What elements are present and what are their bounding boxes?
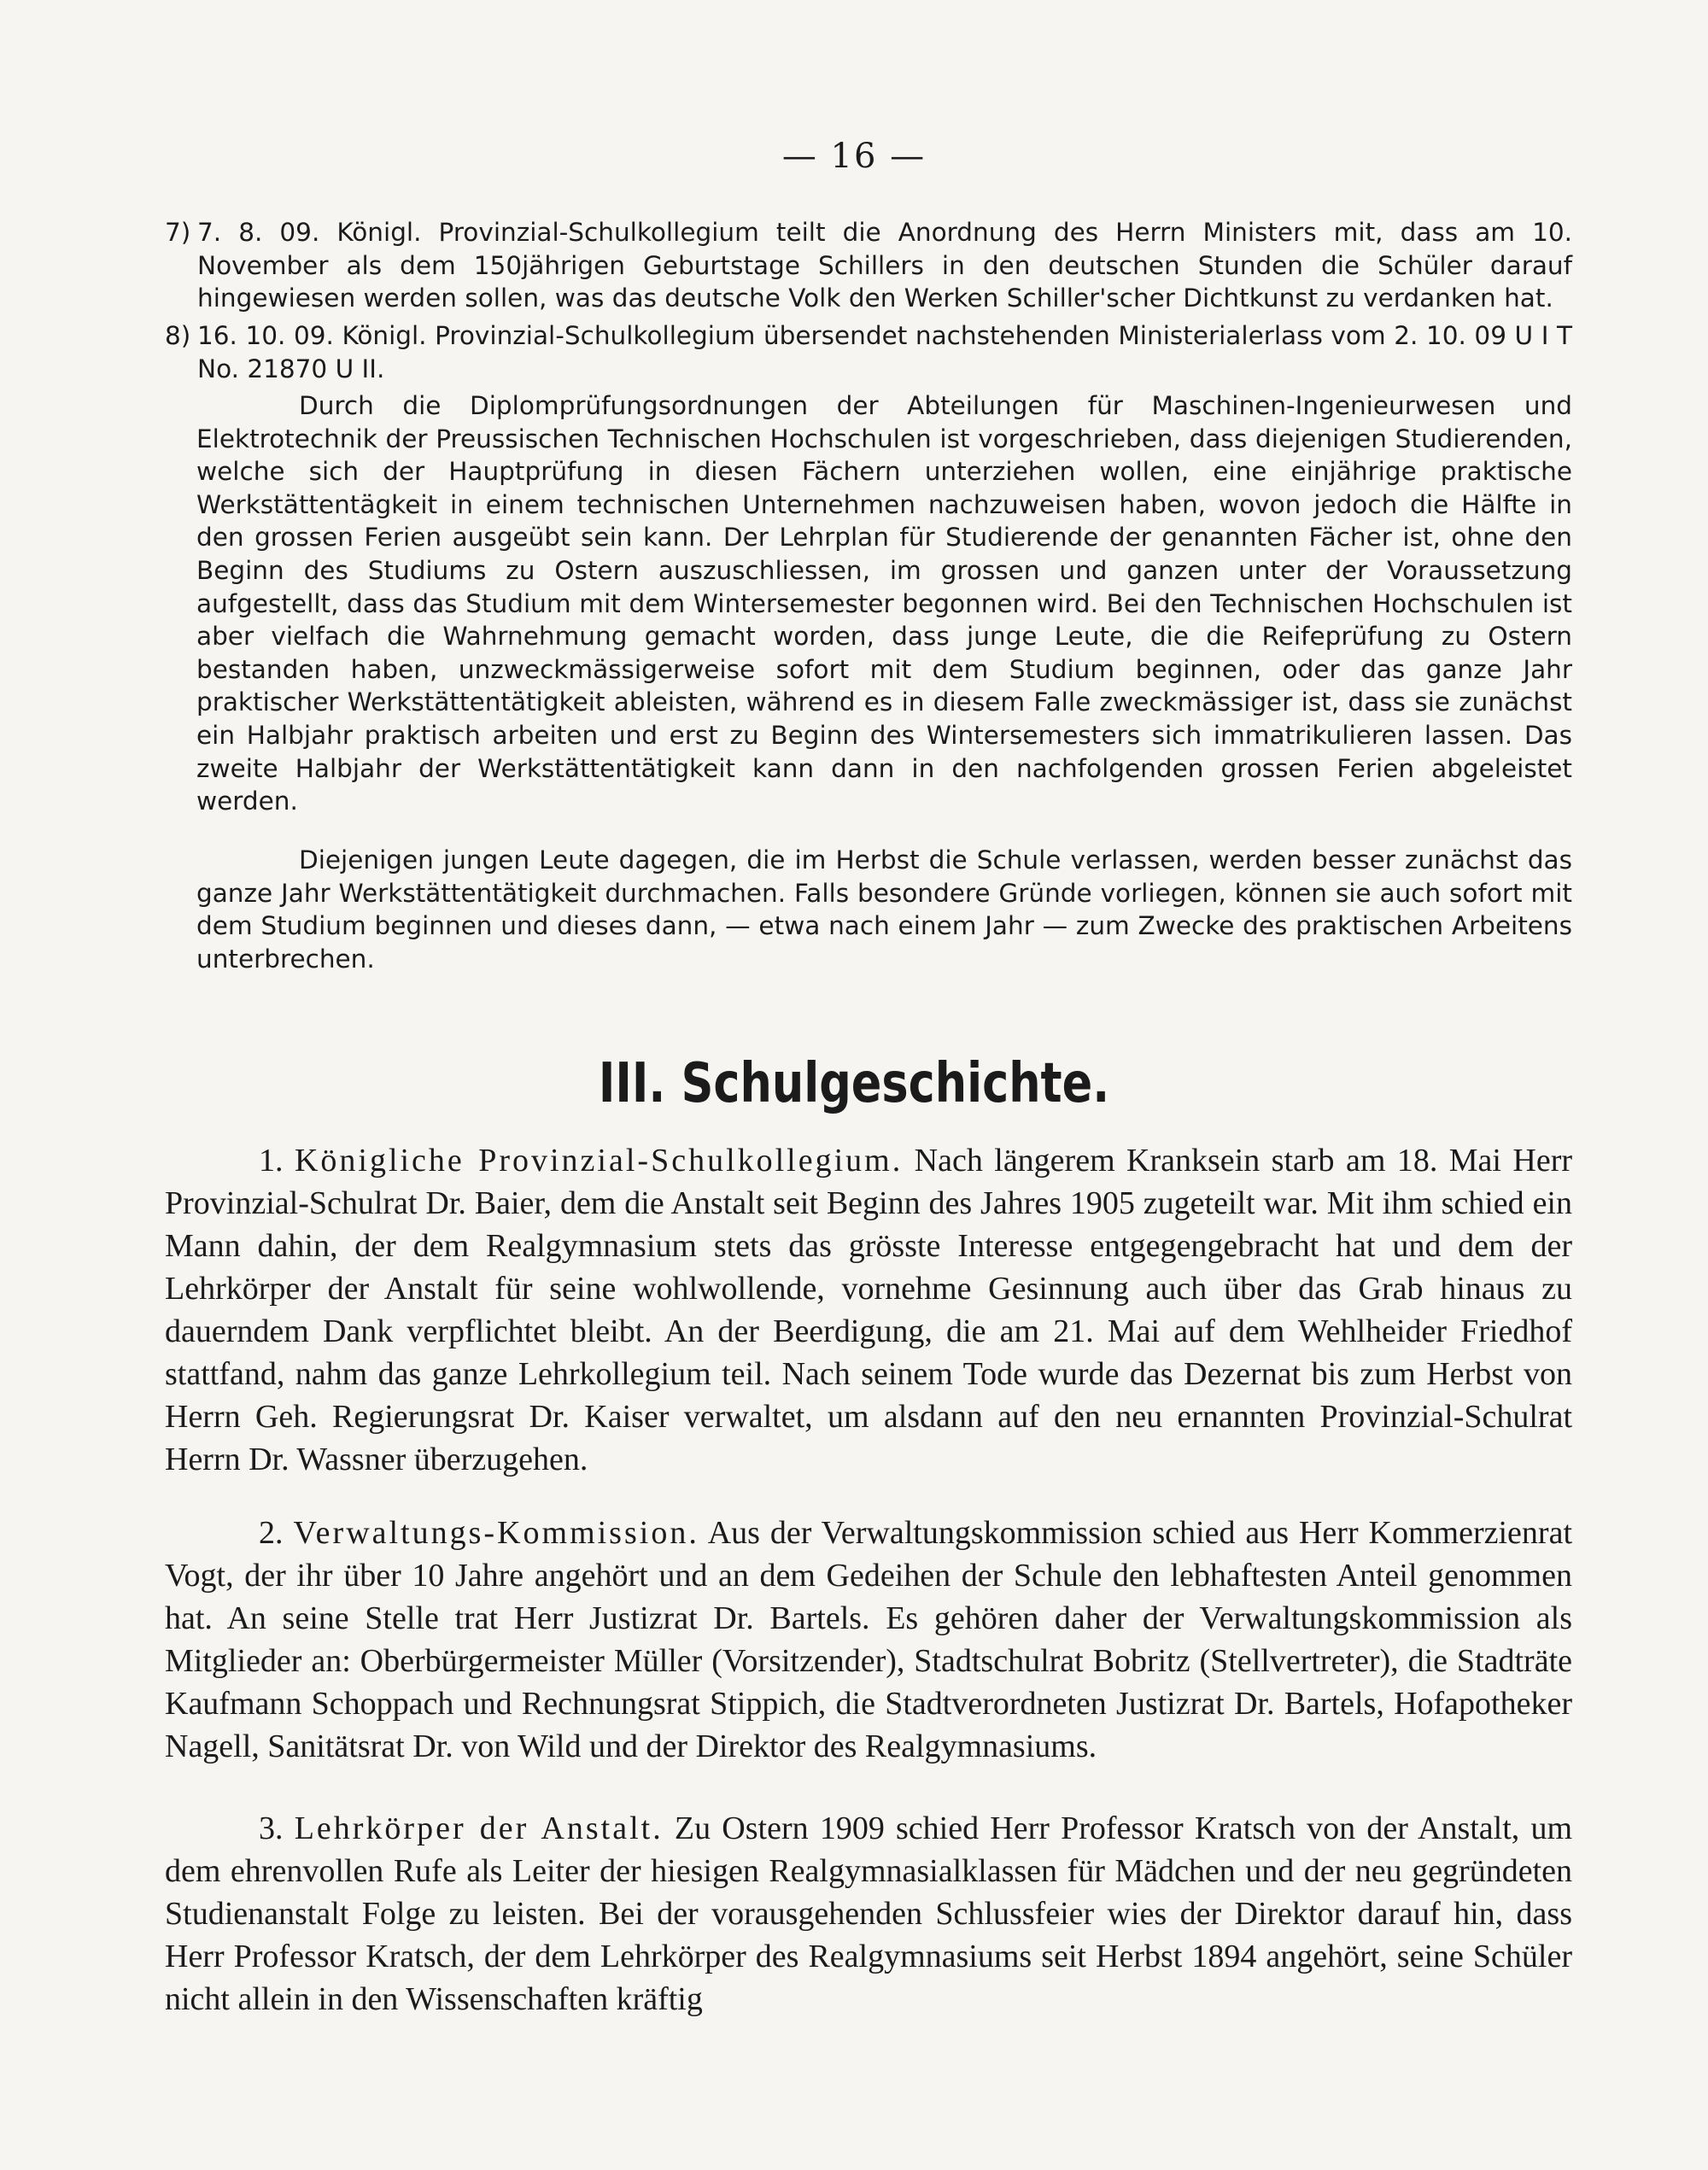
- history-section: [165, 1807, 1572, 2021]
- history-section: [165, 1139, 1572, 1481]
- history-title: Verwaltungs-Kommission.: [293, 1515, 699, 1551]
- entry-text: 16. 10. 09. Königl. Provinzial-Schulkollegium übersendet nachstehenden Ministerialerlass vom 2. 10. 09 U I T No. 21870 U II.: [197, 321, 1572, 383]
- entry-number: 8): [165, 321, 191, 350]
- decree-paragraph: [196, 844, 1572, 975]
- history-title: Lehrkörper der Anstalt.: [294, 1810, 664, 1846]
- page-number: — 16 —: [781, 137, 927, 176]
- entry-text: 7. 8. 09. Königl. Provinzial-Schulkollegium teilt die Anordnung des Herrn Ministers mit, dass am 10. November als dem 150jährigen Geburtstage Schillers in den deutschen Stunden die Schüler darauf hingewiesen werden sollen, was das deutsche Volk den Werken Schiller'scher Dichtkunst zu verdanken hat.: [197, 218, 1572, 313]
- entry-number: 7): [165, 218, 191, 247]
- history-number: 1.: [259, 1143, 284, 1179]
- history-text: Zu Ostern 1909 schied Herr Professor Kratsch von der Anstalt, um dem ehrenvollen Rufe als Leiter der hiesigen Realgymnasialklassen für Mädchen und der neu gegründeten Studienanstalt Folge zu leisten. Bei der vorausgehenden Schlussfeier wies der Direktor darauf hin, dass Herr Professor Kratsch, der dem Lehrkörper des Realgymnasiums seit Herbst 1894 angehört, seine Schüler nicht allein in den Wissenschaften kräftig: [165, 1810, 1573, 2017]
- history-number: 3.: [259, 1810, 284, 1846]
- history-title: Königliche Provinzial-Schulkollegium.: [294, 1143, 904, 1179]
- decree-paragraph: [196, 389, 1572, 818]
- history-text: Nach längerem Kranksein starb am 18. Mai Herr Provinzial-Schulrat Dr. Baier, dem die Anstalt seit Beginn des Jahres 1905 zugeteilt war. Mit ihm schied ein Mann dahin, der dem Realgymnasium stets das grösste Interesse entgegengebracht hat und dem der Lehrkörper der Anstalt für seine wohlwollende, vornehme Gesinnung auch über das Grab hinaus zu dauerndem Dank verpflichtet bleibt. An der Beerdigung, die am 21. Mai auf dem Wehlheider Friedhof stattfand, nahm das ganze Lehrkollegium teil. Nach seinem Tode wurde das Dezernat bis zum Herbst von Herrn Geh. Regierungsrat Dr. Kaiser verwaltet, um alsdann auf den neu ernannten Provinzial-Schulrat Herrn Dr. Wassner überzugehen.: [165, 1143, 1573, 1477]
- list-item: [165, 319, 1572, 385]
- section-heading: III. Schulgeschichte.: [598, 1052, 1110, 1115]
- history-section: [165, 1512, 1572, 1768]
- decree-text: Diejenigen jungen Leute dagegen, die im Herbst die Schule verlassen, werden besser zunächst das ganze Jahr Werkstättentätigkeit durchmachen. Falls besondere Gründe vorliegen, können sie auch sofort mit dem Studium beginnen und dieses dann, — etwa nach einem Jahr — zum Zwecke des praktischen Arbeitens unterbrechen.: [196, 845, 1572, 974]
- history-text: Aus der Verwaltungskommission schied aus Herr Kommerzienrat Vogt, der ihr über 10 Jahre angehört und an dem Gedeihen der Schule den lebhaftesten Anteil genommen hat. An seine Stelle trat Herr Justizrat Dr. Bartels. Es gehören daher der Verwaltungskommission als Mitglieder an: Oberbürgermeister Müller (Vorsitzender), Stadtschulrat Bobritz (Stellvertreter), die Stadträte Kaufmann Schoppach und Rechnungsrat Stippich, die Stadtverordneten Justizrat Dr. Bartels, Hofapotheker Nagell, Sanitätsrat Dr. von Wild und der Direktor des Realgymnasiums.: [165, 1515, 1573, 1764]
- history-number: 2.: [259, 1515, 284, 1551]
- list-item: [165, 216, 1572, 315]
- decree-text: Durch die Diplomprüfungsordnungen der Abteilungen für Maschinen-Ingenieurwesen und Elektrotechnik der Preussischen Technischen Hochschulen ist vorgeschrieben, dass diejenigen Studierenden, welche sich der Hauptprüfung in diesen Fächern unterziehen wollen, eine einjährige praktische Werkstättentägkeit in einem technischen Unternehmen nachzuweisen haben, wovon jedoch die Hälfte in den grossen Ferien ausgeübt sein kann. Der Lehrplan für Studierende der genannten Fächer ist, ohne den Beginn des Studiums zu Ostern auszuschliessen, im grossen und ganzen unter der Voraussetzung aufgestellt, dass das Studium mit dem Wintersemester begonnen wird. Bei den Technischen Hochschulen ist aber vielfach die Wahrnehmung gemacht worden, dass junge Leute, die die Reifeprüfung zu Ostern bestanden haben, unzweckmässigerweise sofort mit dem Studium beginnen, oder das ganze Jahr praktischer Werkstättentätigkeit ableisten, während es in diesem Falle zweckmässiger ist, dass sie zunächst ein Halbjahr praktisch arbeiten und erst zu Beginn des Wintersemesters sich immatrikulieren lassen. Das zweite Halbjahr der Werkstättentätigkeit kann dann in den nachfolgenden grossen Ferien abgeleistet werden.: [196, 391, 1572, 816]
